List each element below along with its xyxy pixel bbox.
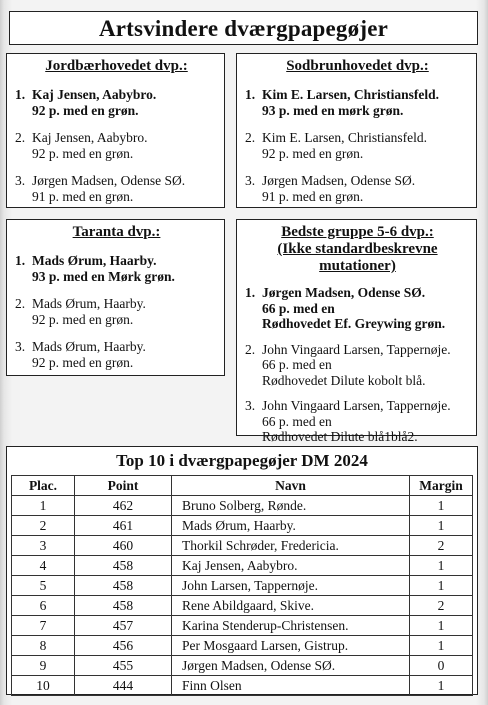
points-cell: 458 (75, 556, 172, 576)
column-header: Point (75, 476, 172, 496)
placement-cell: 9 (12, 656, 75, 676)
item-score: 91 p. med en grøn. (262, 188, 364, 204)
margin-cell: 1 (410, 556, 473, 576)
points-cell: 457 (75, 616, 172, 636)
name-cell: Finn Olsen (172, 676, 410, 696)
name-cell: Bruno Solberg, Rønde. (172, 496, 410, 516)
winner-list (15, 253, 218, 370)
item-number: 2. (245, 341, 256, 357)
page-title: Artsvindere dværgpapegøjer (98, 16, 389, 41)
panel-taranta (6, 219, 225, 376)
table-row (12, 656, 473, 676)
top10-box (6, 446, 478, 695)
name-cell: Per Mosgaard Larsen, Gistrup. (172, 636, 410, 656)
item-number: 3. (245, 173, 256, 188)
table-row (12, 676, 473, 696)
item-number: 2. (245, 130, 256, 145)
item-mutation: Rødhovedet Ef. Greywing grøn. (262, 316, 446, 331)
item-name: Jørgen Madsen, Odense SØ. (262, 285, 426, 300)
name-cell: Thorkil Schrøder, Fredericia. (172, 536, 410, 556)
margin-cell: 0 (410, 656, 473, 676)
results-table (11, 475, 473, 696)
margin-cell: 1 (410, 516, 473, 536)
item-number: 1. (245, 87, 256, 102)
item-score: 92 p. med en grøn. (32, 102, 139, 118)
list-item (15, 339, 218, 370)
item-name: Kim E. Larsen, Christiansfeld. (262, 130, 427, 145)
item-number: 1. (15, 87, 26, 102)
margin-cell: 1 (410, 676, 473, 696)
list-item (245, 285, 470, 332)
item-mutation: Rødhovedet Dilute kobolt blå. (262, 372, 426, 388)
item-name: Kaj Jensen, Aabybro. (32, 130, 148, 145)
item-name: Mads Ørum, Haarby. (32, 253, 157, 268)
item-score: 66 p. med en (262, 357, 332, 372)
list-item (15, 253, 218, 284)
item-number: 2. (15, 130, 26, 145)
item-score: 66 p. med en (262, 413, 332, 429)
heading-line: Bedste gruppe 5-6 dvp.: (281, 224, 434, 240)
points-cell: 458 (75, 596, 172, 616)
list-item (245, 398, 470, 445)
name-cell: Karina Stenderup-Christensen. (172, 616, 410, 636)
placement-cell: 5 (12, 576, 75, 596)
winner-list (15, 87, 218, 204)
panel-heading: Sodbrunhovedet dvp.: (286, 58, 429, 74)
table-row (12, 536, 473, 556)
item-name: Jørgen Madsen, Odense SØ. (262, 173, 416, 188)
placement-cell: 8 (12, 636, 75, 656)
item-mutation: Rødhovedet Dilute blå1blå2. (262, 429, 418, 444)
item-number: 3. (15, 339, 26, 354)
winner-list (245, 87, 470, 204)
table-row (12, 496, 473, 516)
placement-cell: 10 (12, 676, 75, 696)
placement-cell: 4 (12, 556, 75, 576)
list-item (15, 296, 218, 327)
margin-cell: 2 (410, 596, 473, 616)
name-cell: Mads Ørum, Haarby. (172, 516, 410, 536)
column-header: Margin (410, 476, 473, 496)
name-cell: Jørgen Madsen, Odense SØ. (172, 656, 410, 676)
item-number: 3. (245, 398, 256, 413)
name-cell: Rene Abildgaard, Skive. (172, 596, 410, 616)
placement-cell: 6 (12, 596, 75, 616)
item-score: 91 p. med en grøn. (32, 188, 134, 204)
list-item (245, 130, 470, 161)
winner-list (245, 285, 470, 445)
margin-cell: 1 (410, 616, 473, 636)
panel-heading: Taranta dvp.: (72, 224, 161, 240)
list-item (15, 173, 218, 204)
item-name: Jørgen Madsen, Odense SØ. (32, 173, 186, 188)
points-cell: 461 (75, 516, 172, 536)
placement-cell: 3 (12, 536, 75, 556)
item-score: 92 p. med en grøn. (262, 145, 364, 161)
table-row (12, 516, 473, 536)
item-score: 66 p. med en (262, 300, 335, 316)
panel-bedste-gruppe (236, 219, 477, 444)
title-box (9, 11, 478, 45)
name-cell: Kaj Jensen, Aabybro. (172, 556, 410, 576)
list-item (245, 87, 470, 118)
heading-line: (Ikke standardbeskrevne (277, 241, 438, 257)
panel-heading (245, 224, 470, 275)
table-row (12, 596, 473, 616)
table-row (12, 616, 473, 636)
item-name: Kaj Jensen, Aabybro. (32, 87, 157, 102)
item-name: Mads Ørum, Haarby. (32, 339, 146, 354)
table-row (12, 636, 473, 656)
points-cell: 458 (75, 576, 172, 596)
points-cell: 444 (75, 676, 172, 696)
margin-cell: 1 (410, 576, 473, 596)
column-header: Navn (172, 476, 410, 496)
table-header-row (12, 476, 473, 496)
points-cell: 460 (75, 536, 172, 556)
column-header: Plac. (12, 476, 75, 496)
panel-sodbrunhovedet (236, 53, 477, 208)
margin-cell: 2 (410, 536, 473, 556)
item-number: 1. (15, 253, 26, 268)
margin-cell: 1 (410, 496, 473, 516)
item-score: 92 p. med en grøn. (32, 354, 134, 370)
item-number: 3. (15, 173, 26, 188)
panel-jordbaerhovedet (6, 53, 225, 208)
item-score: 92 p. med en grøn. (32, 145, 134, 161)
points-cell: 462 (75, 496, 172, 516)
item-number: 2. (15, 296, 26, 311)
item-name: John Vingaard Larsen, Tappernøje. (262, 341, 451, 357)
placement-cell: 2 (12, 516, 75, 536)
panel-heading: Jordbærhovedet dvp.: (45, 58, 188, 74)
item-score: 93 p. med en mørk grøn. (262, 102, 404, 118)
item-score: 92 p. med en grøn. (32, 311, 134, 327)
list-item (15, 130, 218, 161)
table-row (12, 556, 473, 576)
item-name: Mads Ørum, Haarby. (32, 296, 146, 311)
list-item (15, 87, 218, 118)
list-item (245, 173, 470, 204)
points-cell: 455 (75, 656, 172, 676)
placement-cell: 7 (12, 616, 75, 636)
placement-cell: 1 (12, 496, 75, 516)
heading-line: mutationer) (319, 258, 396, 274)
table-row (12, 576, 473, 596)
list-item (245, 342, 470, 389)
top10-title: Top 10 i dværgpapegøjer DM 2024 (116, 451, 368, 470)
item-name: Kim E. Larsen, Christiansfeld. (262, 87, 440, 102)
item-number: 1. (245, 285, 256, 300)
item-name: John Vingaard Larsen, Tappernøje. (262, 398, 451, 413)
name-cell: John Larsen, Tappernøje. (172, 576, 410, 596)
points-cell: 456 (75, 636, 172, 656)
item-score: 93 p. med en Mørk grøn. (32, 268, 175, 284)
margin-cell: 1 (410, 636, 473, 656)
